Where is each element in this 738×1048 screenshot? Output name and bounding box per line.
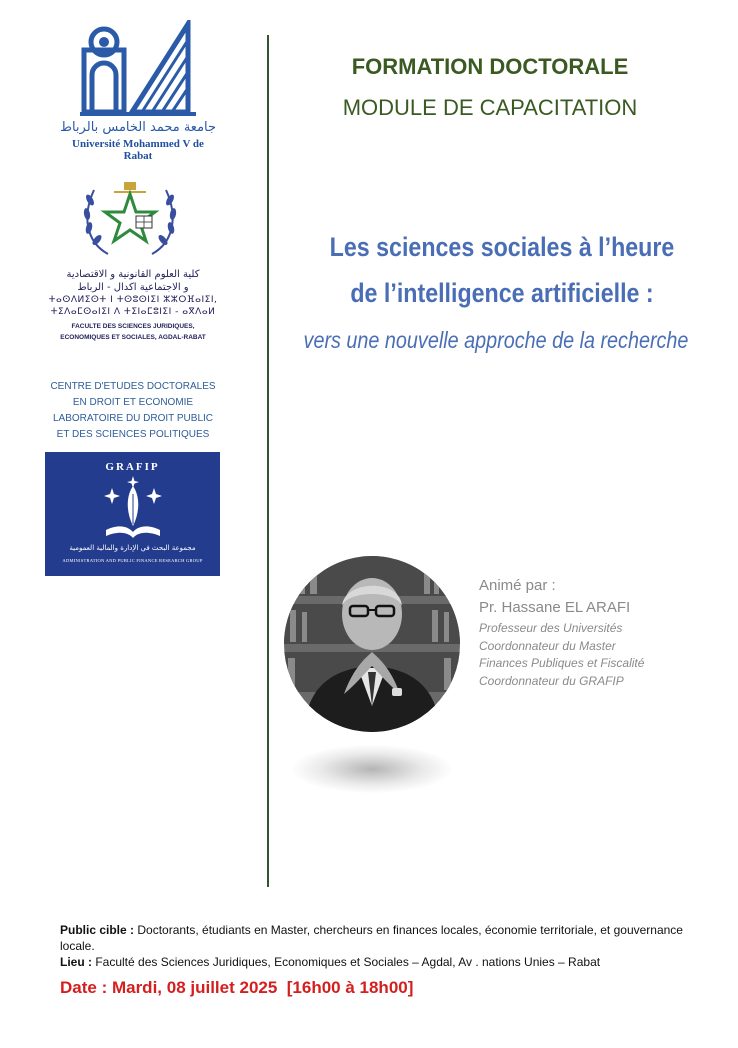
public-cible-text: Doctorants, étudiants en Master, chercheurs en finances locales, économie territoriale, et gouvernance locale. bbox=[60, 923, 683, 953]
vertical-divider bbox=[267, 35, 269, 887]
speaker-role: Coordonnateur du GRAFIP bbox=[479, 673, 624, 688]
speaker-label: Animé par : bbox=[479, 577, 556, 594]
centre-block bbox=[46, 379, 220, 443]
topic-title-line-2: de l’intelligence artificielle : bbox=[350, 278, 654, 308]
umv-arch-logo-icon bbox=[80, 20, 196, 118]
lab-line-1: LABORATOIRE DU DROIT PUBLIC bbox=[52, 413, 214, 424]
speaker-name: Pr. Hassane EL ARAFI bbox=[479, 599, 631, 616]
topic-subtitle: vers une nouvelle approche de la recherche bbox=[303, 327, 689, 353]
faculty-arabic-line-2: و الاجتماعية اكدال - الرباط bbox=[77, 282, 189, 293]
page-title: FORMATION DOCTORALE bbox=[351, 54, 629, 79]
grafip-title: GRAFIP bbox=[105, 461, 160, 473]
lieu-text: Faculté des Sciences Juridiques, Economiques et Sociales – Agdal, Av . nations Unies – Rabat bbox=[92, 955, 601, 969]
faculty-french-line-2: ECONOMIQUES ET SOCIALES, AGDAL-RABAT bbox=[60, 334, 206, 341]
lab-line-2: ET DES SCIENCES POLITIQUES bbox=[56, 429, 210, 440]
quill-book-stars-icon bbox=[100, 474, 166, 544]
faculty-arabic-line-1: كلية العلوم القانونية و الاقتصادية bbox=[66, 269, 200, 280]
faculty-french-line-1: FACULTE DES SCIENCES JURIDIQUES, bbox=[71, 323, 195, 330]
faculty-tifinagh-line-1: ⵜⴰⵙⴷⵍⵉⵙⵜ ⵏ ⵜⵙⵓⵙⵏⵉⵏ ⵣⵣⵔⴼⴰⵏⵉⵏ, bbox=[48, 295, 218, 305]
page-subtitle: MODULE DE CAPACITATION bbox=[342, 95, 638, 120]
lieu-label: Lieu : bbox=[60, 955, 92, 969]
topic-title-line-1: Les sciences sociales à l’heure bbox=[329, 232, 675, 262]
grafip-logo bbox=[45, 452, 220, 576]
laurel-star-scales-emblem-icon bbox=[78, 172, 182, 264]
speaker-block bbox=[479, 577, 719, 690]
public-cible-label: Public cible : bbox=[60, 923, 135, 937]
date-value: , 08 juillet 2025 [16h00 à 18h00] bbox=[157, 978, 414, 997]
centre-line-1: CENTRE D'ETUDES DOCTORALES bbox=[50, 381, 216, 392]
date-label: Date : Mardi bbox=[60, 978, 158, 997]
grafip-arabic-name: مجموعة البحث في الإدارة والمالية العمومية bbox=[69, 544, 196, 552]
speaker-portrait bbox=[284, 556, 460, 732]
speaker-role: Finances Publiques et Fiscalité bbox=[479, 656, 645, 670]
speaker-portrait-photo bbox=[284, 556, 460, 732]
grafip-english-name: ADMINISTRATION AND PUBLIC FINANCE RESEARCH GROUP bbox=[62, 558, 203, 563]
university-name: Université Mohammed V de Rabat bbox=[72, 138, 204, 162]
lieu-line bbox=[60, 954, 700, 970]
university-arabic-name: جامعة محمد الخامس بالرباط bbox=[59, 120, 217, 135]
speaker-role: Professeur des Universités bbox=[479, 621, 623, 635]
faculty-name-block bbox=[48, 268, 218, 343]
centre-line-2: EN DROIT ET ECONOMIE bbox=[72, 397, 194, 408]
faculty-emblem bbox=[78, 172, 182, 264]
speaker-role: Coordonnateur du Master bbox=[479, 638, 616, 653]
event-details bbox=[60, 922, 700, 970]
public-cible-line bbox=[60, 922, 700, 954]
portrait-shadow bbox=[292, 745, 452, 793]
date-line bbox=[60, 978, 720, 998]
faculty-tifinagh-line-2: ⵜⵉⴷⴰⵎⵙⴰⵏⵉⵏ ⴷ ⵜⵉⵏⴰⵎⵓⵏⵉⵏ - ⴰⴳⴷⴰⵍ bbox=[50, 307, 216, 317]
university-logo bbox=[58, 20, 218, 162]
